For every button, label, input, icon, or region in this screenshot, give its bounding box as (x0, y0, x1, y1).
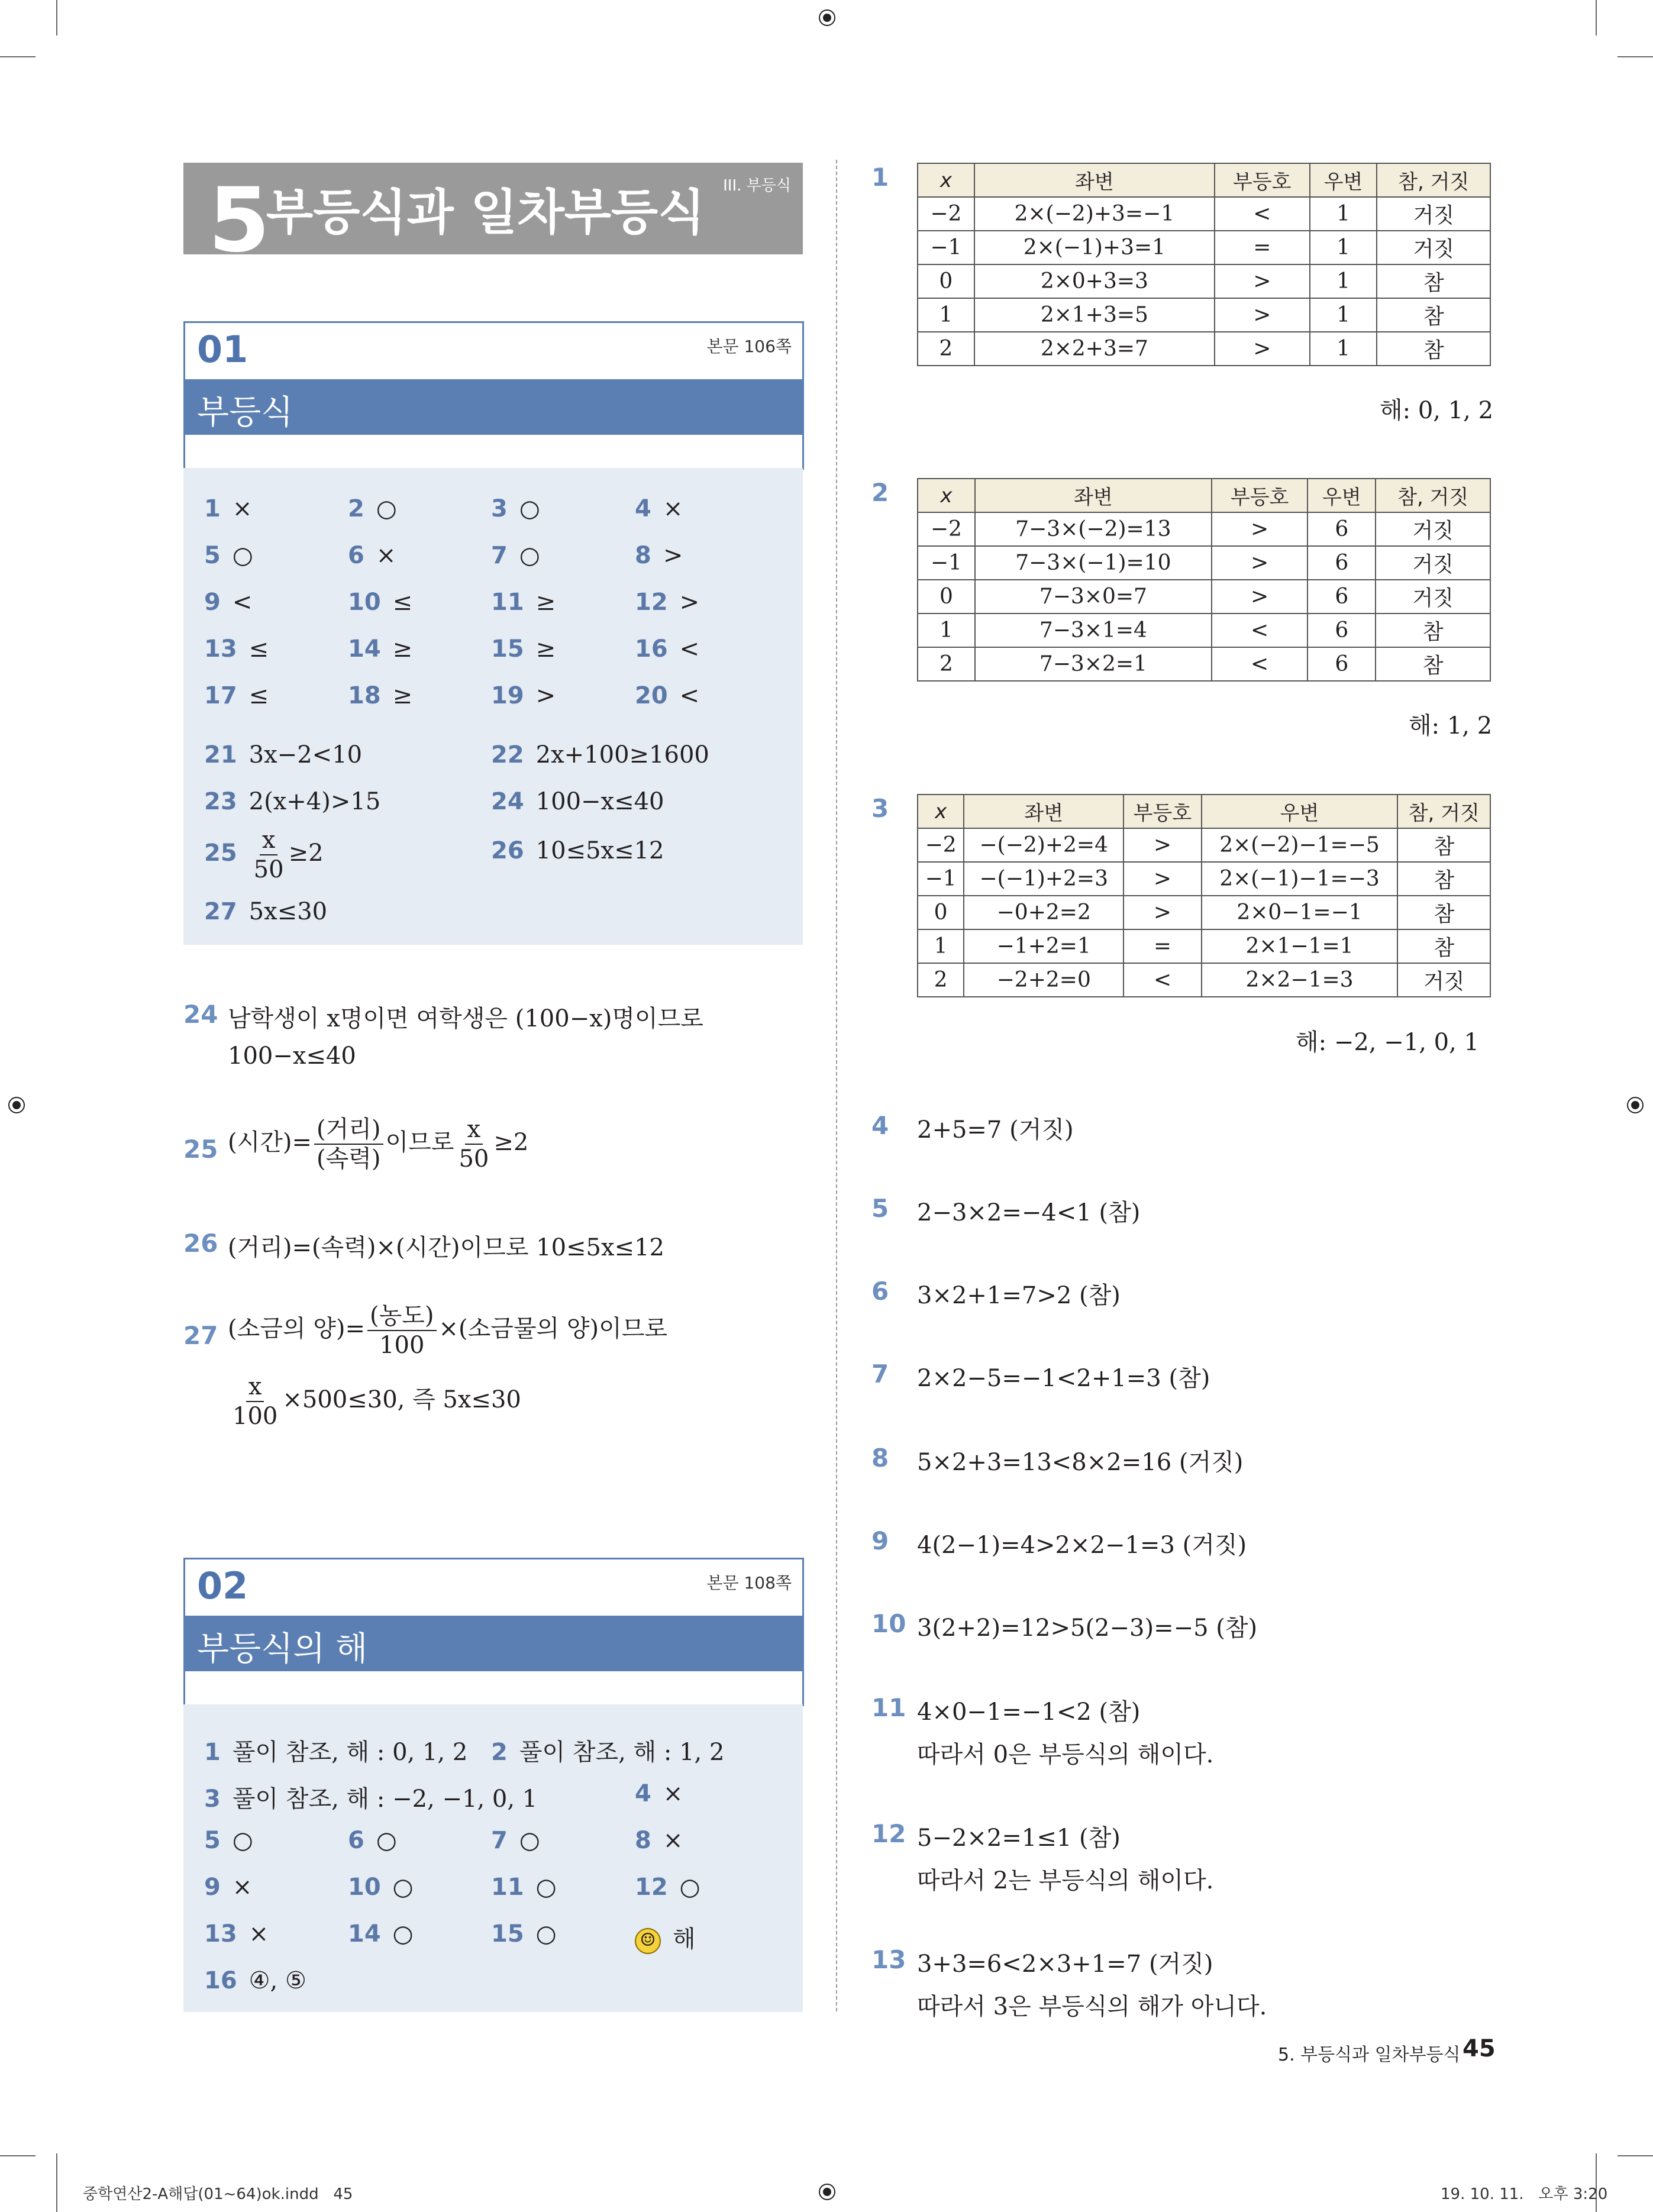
table-cell: 7−3×2=1 (975, 647, 1212, 681)
solution-line: 따라서 0은 부등식의 해이다. (917, 1741, 1214, 1768)
chapter-banner (183, 163, 803, 272)
fraction: $\frac{x}{100}$ (233, 1373, 278, 1430)
answer-22: 22 2x+100≥1600 (491, 741, 709, 768)
section-title-bar (185, 1616, 802, 1671)
page-number: 45 (1462, 2035, 1496, 2062)
solution-text: 해: −2, −1, 0, 1 (1296, 1029, 1479, 1056)
table-cell: −(−1)+2=3 (964, 862, 1123, 896)
table-header: 좌변 (975, 479, 1212, 512)
question-number: 11 (871, 1693, 906, 1722)
table-row (918, 862, 1490, 896)
answer-item: 6 × (348, 542, 396, 569)
explanation-line: (시간)= $\frac{\text{(거리)}}{\text{(속력)}}$ 이므로 $\frac{x}{50}$ ≥2 (228, 1116, 529, 1173)
table-cell: 2×1−1=1 (1202, 929, 1398, 963)
crop-mark (0, 2155, 35, 2156)
registration-mark-icon (815, 6, 839, 30)
smiley-icon: ☺ (635, 1928, 661, 1954)
table-cell: 2×0−1=−1 (1202, 896, 1398, 929)
table-row (918, 963, 1490, 997)
section-title-bar (185, 379, 802, 435)
table-cell: 참 (1377, 298, 1490, 332)
running-footer: 5. 부등식과 일차부등식 (1278, 2045, 1461, 2065)
table-cell: 참 (1397, 862, 1490, 896)
question-number: 5 (871, 1194, 889, 1223)
answer-item: 16 < (635, 635, 700, 663)
table-cell: 2 (918, 332, 974, 366)
table-cell: 2×(−1)+3=1 (974, 231, 1215, 264)
question-number: 6 (871, 1277, 889, 1306)
table-cell: 거짓 (1397, 963, 1490, 997)
crop-mark (1618, 56, 1653, 57)
answer-item: 1 풀이 참조, 해 : 0, 1, 2 (204, 1739, 468, 1766)
table-header: 좌변 (964, 795, 1123, 828)
print-date: 19. 10. 11. 오후 3:20 (1441, 2185, 1608, 2203)
table-cell: 6 (1307, 546, 1376, 580)
crop-mark (1596, 0, 1597, 35)
answer-item: 17 ≤ (204, 682, 269, 709)
file-slug: 중학연산2-A해답(01~64)ok.indd 45 (83, 2185, 353, 2203)
section-number: 01 (197, 328, 248, 371)
answer-24: 24 100−x≤40 (491, 788, 664, 815)
table-header: x (918, 795, 964, 828)
table-cell: > (1215, 298, 1310, 332)
table-header: 참, 거짓 (1376, 479, 1490, 512)
table-cell: 거짓 (1376, 580, 1490, 613)
answer-item: 10 ≤ (348, 589, 413, 616)
table-row (918, 298, 1490, 332)
table-cell: −1 (918, 231, 974, 264)
solution-line: 5−2×2=1≤1 (참) (917, 1825, 1121, 1852)
table-cell: 참 (1377, 264, 1490, 298)
table-cell: 6 (1307, 580, 1376, 613)
table-cell: > (1123, 828, 1201, 862)
answer-item: 12 > (635, 589, 700, 616)
table-cell: 참 (1397, 828, 1490, 862)
section-title: 부등식 (197, 393, 293, 432)
answer-item: 7 ○ (491, 1827, 540, 1854)
truth-table-3 (917, 794, 1491, 997)
table-cell: −0+2=2 (964, 896, 1123, 929)
table-row (918, 546, 1490, 580)
table-cell: 7−3×(−1)=10 (975, 546, 1212, 580)
table-header: 부등호 (1123, 795, 1201, 828)
question-number: 8 (871, 1444, 889, 1472)
crop-mark (56, 2153, 57, 2212)
fraction: $\frac{x}{50}$ (459, 1116, 489, 1173)
table-cell: −2 (918, 197, 974, 231)
table-cell: −1 (918, 546, 975, 580)
table-cell: 2×1+3=5 (974, 298, 1215, 332)
table-row (918, 264, 1490, 298)
table-cell: −2 (918, 828, 964, 862)
answer-item: 1 × (204, 495, 253, 522)
answer-item: 10 ○ (348, 1874, 414, 1901)
answer-item: 14 ≥ (348, 635, 413, 663)
solution-line: 3+3=6<2×3+1=7 (거짓) (917, 1951, 1213, 1978)
solution-line: 5×2+3=13<8×2=16 (거짓) (917, 1449, 1244, 1476)
question-number: 24 (183, 1000, 218, 1029)
table-cell: 참 (1376, 647, 1490, 681)
table-cell: = (1215, 231, 1310, 264)
registration-mark-icon (5, 1093, 28, 1117)
solution-text: 해: 1, 2 (1409, 712, 1493, 740)
table-header: 우변 (1310, 163, 1377, 197)
explanation-line: (거리)=(속력)×(시간)이므로 10≤5x≤12 (228, 1234, 664, 1261)
fraction: $\frac{\text{(거리)}}{\text{(속력)}}$ (314, 1115, 383, 1173)
section-title: 부등식의 해 (197, 1630, 368, 1668)
explanation-line: 100−x≤40 (228, 1042, 356, 1070)
table-row (918, 613, 1490, 647)
table-cell: 2 (918, 647, 975, 681)
answer-item: 5 ○ (204, 1827, 253, 1854)
table-cell: 2×2−1=3 (1202, 963, 1398, 997)
table-cell: = (1123, 929, 1201, 963)
question-number: 12 (871, 1819, 906, 1848)
solution-line: 따라서 2는 부등식의 해이다. (917, 1867, 1214, 1894)
question-number: 4 (871, 1111, 889, 1140)
table-cell: 6 (1307, 613, 1376, 647)
table-cell: −(−2)+2=4 (964, 828, 1123, 862)
table-row (918, 828, 1490, 862)
answer-27: 27 5x≤30 (204, 898, 328, 925)
chapter-title: 부등식과 일차부등식 (266, 185, 705, 241)
answer-item: 16 ④, ⑤ (204, 1967, 306, 1994)
table-cell: 2×(−2)+3=−1 (974, 197, 1215, 231)
crop-mark (0, 56, 35, 57)
solution-line: 따라서 3은 부등식의 해가 아니다. (917, 1993, 1267, 2020)
table-cell: 2 (918, 963, 964, 997)
table-cell: > (1212, 580, 1307, 613)
table-header: 참, 거짓 (1397, 795, 1490, 828)
table-row (918, 197, 1490, 231)
explanation-line: 남학생이 x명이면 여학생은 (100−x)명이므로 (228, 1005, 703, 1032)
answer-item: ☺ 해 (635, 1920, 696, 1954)
answer-item: 5 ○ (204, 542, 253, 569)
registration-mark-icon (815, 2180, 839, 2204)
table-cell: > (1123, 862, 1201, 896)
question-number: 1 (871, 163, 889, 192)
table-cell: −2+2=0 (964, 963, 1123, 997)
table-row (918, 512, 1490, 546)
table-cell: > (1212, 512, 1307, 546)
column-divider (836, 160, 837, 2011)
table-cell: < (1215, 197, 1310, 231)
table-row (918, 896, 1490, 929)
solution-line: 4×0−1=−1<2 (참) (917, 1698, 1141, 1726)
table-cell: 거짓 (1377, 197, 1490, 231)
table-cell: < (1212, 613, 1307, 647)
answer-item: 3 풀이 참조, 해 : −2, −1, 0, 1 (204, 1785, 538, 1813)
table-cell: 2×0+3=3 (974, 264, 1215, 298)
table-cell: 0 (918, 896, 964, 929)
table-cell: < (1123, 963, 1201, 997)
answer-25: 25 $\frac{x}{50}$ ≥2 (204, 826, 324, 883)
answer-item: 2 ○ (348, 495, 397, 522)
table-header: 부등호 (1215, 163, 1310, 197)
answer-26: 26 10≤5x≤12 (491, 837, 664, 864)
section-header-02 (183, 1558, 804, 1706)
table-row (918, 580, 1490, 613)
table-cell: −2 (918, 512, 975, 546)
crop-mark (1618, 2155, 1653, 2156)
table-cell: 6 (1307, 647, 1376, 681)
table-header: 참, 거짓 (1377, 163, 1490, 197)
table-cell: 1 (1310, 264, 1377, 298)
answer-item: 4 × (635, 495, 683, 522)
answer-item: 8 > (635, 542, 683, 569)
table-cell: 거짓 (1376, 546, 1490, 580)
solution-line: 3×2+1=7>2 (참) (917, 1282, 1121, 1309)
table-row (918, 647, 1490, 681)
table-cell: 1 (918, 298, 974, 332)
solution-line: 2−3×2=−4<1 (참) (917, 1199, 1141, 1226)
table-cell: 거짓 (1377, 231, 1490, 264)
table-header: 우변 (1202, 795, 1398, 828)
table-cell: 참 (1397, 929, 1490, 963)
section-number: 02 (197, 1564, 248, 1607)
table-cell: > (1215, 332, 1310, 366)
question-number: 10 (871, 1609, 906, 1638)
page-reference: 본문 106쪽 (706, 337, 792, 356)
answer-item: 6 ○ (348, 1827, 397, 1854)
answer-item: 3 ○ (491, 495, 540, 522)
question-number: 2 (871, 478, 889, 507)
crop-mark (56, 0, 57, 35)
answer-item: 9 × (204, 1874, 253, 1901)
fraction: $\frac{x}{50}$ (253, 826, 284, 883)
answer-item: 2 풀이 참조, 해 : 1, 2 (491, 1739, 725, 1766)
table-cell: 1 (1310, 298, 1377, 332)
table-cell: < (1212, 647, 1307, 681)
table-cell: 참 (1397, 896, 1490, 929)
table-cell: 7−3×0=7 (975, 580, 1212, 613)
table-cell: > (1123, 896, 1201, 929)
answer-item: 13 ≤ (204, 635, 269, 663)
answer-item: 12 ○ (635, 1874, 700, 1901)
solution-line: 2×2−5=−1<2+1=3 (참) (917, 1365, 1210, 1392)
truth-table-1 (917, 163, 1491, 366)
question-number: 25 (183, 1135, 218, 1164)
table-cell: 1 (1310, 197, 1377, 231)
table-header: 우변 (1307, 479, 1376, 512)
table-cell: 1 (1310, 231, 1377, 264)
section-header-01 (183, 321, 804, 470)
table-row (918, 929, 1490, 963)
answer-item: 4 × (635, 1780, 683, 1807)
question-number: 26 (183, 1229, 218, 1258)
table-cell: 1 (1310, 332, 1377, 366)
table-cell: 1 (918, 613, 975, 647)
table-cell: 2×2+3=7 (974, 332, 1215, 366)
table-cell: 참 (1377, 332, 1490, 366)
question-number: 13 (871, 1945, 906, 1974)
table-cell: 참 (1376, 613, 1490, 647)
answer-item: 20 < (635, 682, 700, 709)
answer-item: 11 ○ (491, 1874, 557, 1901)
table-cell: 7−3×(−2)=13 (975, 512, 1212, 546)
table-cell: 0 (918, 264, 974, 298)
table-cell: 0 (918, 580, 975, 613)
solution-line: 2+5=7 (거짓) (917, 1116, 1074, 1144)
solution-line: 3(2+2)=12>5(2−3)=−5 (참) (917, 1614, 1258, 1642)
answer-item: 18 ≥ (348, 682, 413, 709)
table-header: x (918, 163, 974, 197)
table-cell: 2×(−1)−1=−3 (1202, 862, 1398, 896)
question-number: 3 (871, 794, 889, 823)
answer-item: 7 ○ (491, 542, 540, 569)
question-number: 27 (183, 1321, 218, 1350)
answer-23: 23 2(x+4)>15 (204, 788, 381, 815)
table-cell: −1 (918, 862, 964, 896)
answer-item: 11 ≥ (491, 589, 556, 616)
fraction: $\frac{\text{(농도)}}{100}$ (367, 1302, 437, 1360)
answer-item: 14 ○ (348, 1920, 414, 1948)
table-header: 부등호 (1212, 479, 1307, 512)
answer-item: 19 > (491, 682, 556, 709)
answer-item: 15 ○ (491, 1920, 557, 1948)
table-cell: 거짓 (1376, 512, 1490, 546)
table-cell: 6 (1307, 512, 1376, 546)
registration-mark-icon (1623, 1093, 1647, 1117)
page-reference: 본문 108쪽 (706, 1573, 792, 1593)
table-cell: 2×(−2)−1=−5 (1202, 828, 1398, 862)
question-number: 9 (871, 1526, 889, 1555)
table-row (918, 332, 1490, 366)
explanation-line: $\frac{x}{100}$ ×500≤30, 즉 5x≤30 (228, 1373, 521, 1430)
table-header: x (918, 479, 975, 512)
answer-item: 9 < (204, 589, 253, 616)
answer-item: 8 × (635, 1827, 683, 1854)
question-number: 7 (871, 1360, 889, 1388)
table-cell: > (1215, 264, 1310, 298)
table-cell: > (1212, 546, 1307, 580)
answer-item: 15 ≥ (491, 635, 556, 663)
chapter-part: III. 부등식 (723, 177, 791, 195)
truth-table-2 (917, 478, 1491, 682)
table-cell: 1 (918, 929, 964, 963)
table-row (918, 231, 1490, 264)
answer-item: 13 × (204, 1920, 269, 1948)
table-cell: 7−3×1=4 (975, 613, 1212, 647)
table-header: 좌변 (974, 163, 1215, 197)
solution-text: 해: 0, 1, 2 (1380, 397, 1494, 424)
explanation-line: (소금의 양)= $\frac{\text{(농도)}}{100}$ ×(소금물의 양)이므로 (228, 1302, 668, 1359)
table-cell: −1+2=1 (964, 929, 1123, 963)
solution-line: 4(2−1)=4>2×2−1=3 (거짓) (917, 1532, 1247, 1559)
answer-21: 21 3x−2<10 (204, 741, 363, 768)
chapter-number: 5 (208, 169, 270, 272)
